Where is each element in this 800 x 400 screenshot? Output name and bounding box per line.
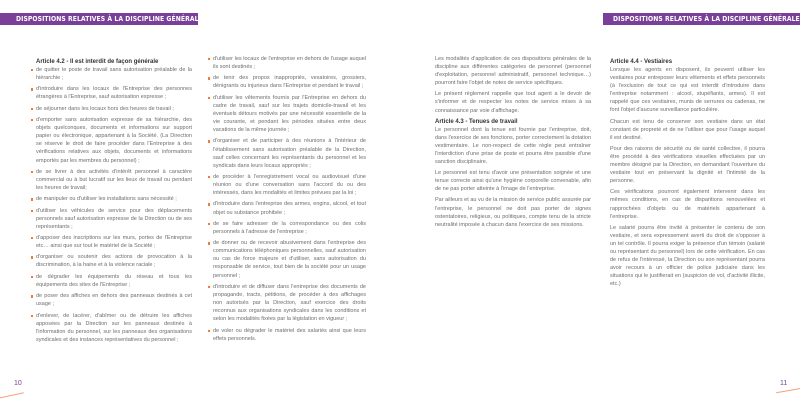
list-item: d'utiliser les véhicules de service pour des déplacements personnels sauf autorisation expresse de la Direction ou de ses représentants ;: [36, 207, 192, 230]
list-item: d'organiser et de participer à des réunions à l'intérieur de l'établissement sans autorisation préalable de la Direction, sauf celles concernant les représentants du personnel et les syndicats dans leurs locaux appropriés ;: [213, 138, 366, 169]
list-item: d'introduire dans les locaux de l'Entreprise des personnes étrangères à l'Entreprise, sauf autorisation expresse ;: [36, 86, 192, 101]
column-3: [435, 55, 591, 232]
list-item: d'enlever, de lacérer, d'abîmer ou de détruire les affiches apposées par la Direction sur les panneaux destinés à l'information du personnel, sur les panneaux des organisations syndicales et des instances représentatives du personnel ;: [36, 312, 192, 343]
list-item: de dégrader les équipements du réseau et tous les équipements des sites de l'Entreprise ;: [36, 273, 192, 288]
paragraph: Les modalités d'application de ces dispositions générales de la discipline aux différentes catégories de personnel (personnel d'exploitation, personnel administratif, personnel technique…) pourront faire l'objet de notes de service spécifiques.: [435, 56, 591, 87]
prohibitions-list-part-2: [213, 55, 366, 343]
article-4-4-title: Article 4.4 - Vestiaires: [610, 59, 673, 65]
article-4-3-title: Article 4.3 - Tenues de travail: [435, 118, 518, 125]
column-4: [610, 58, 765, 291]
list-item: d'organiser ou soutenir des actions de provocation à la discrimination, à la haine et à la violence raciale ;: [36, 254, 192, 269]
page-number-left: 10: [14, 380, 22, 387]
list-item: de tenir des propos inappropriés, vexatoires, grossiers, dénigrants ou injurieux dans l'Entreprise et pendant le travail ;: [213, 75, 366, 90]
list-item: de se livrer à des activités d'intérêt personnel à caractère commercial ou à but lucratif sur les lieux de travail ou pendant les heures de travail;: [36, 168, 192, 191]
paragraph: Le personnel est tenu d'avoir une présentation soignée et une tenue correcte ainsi qu'une hygiène corporelle convenable, afin de ne pas porter atteinte à l'image de l'entreprise.: [435, 170, 591, 193]
decorative-line-left: [0, 392, 24, 398]
list-item: de donner ou de recevoir abusivement dans l'entreprise des communications téléphoniques personnelles, sauf autorisation ou cas de force majeure et d'utiliser, sans autorisation du responsable de service, tout bien de la société pour un usage personnel ;: [213, 240, 366, 279]
paragraph: Pour des raisons de sécurité ou de santé collective, il pourra être procédé à des vérifications visuelles effectuées par un membre désigné par la Direction, en demandant l'ouverture du vestiaire tout en préservant la dignité et l'intimité de la personne.: [610, 145, 765, 185]
list-item: d'utiliser les vêtements fournis par l'Entreprise en dehors du cadre de travail, sauf sur les trajets domicile-travail et les éventuels détours motivés par une nécessité essentielle de la vie courante, et pendant les périodes situées entre deux vacations de la même journée ;: [213, 94, 366, 134]
decorative-line-right: [776, 388, 800, 393]
column-2: [213, 55, 366, 346]
list-item: de séjourner dans les locaux hors des heures de travail ;: [36, 105, 192, 113]
paragraph: Ces vérifications pourront également intervenir dans les mêmes conditions, en cas de disparitions renouvelées et rapprochées d'objets ou de matériels appartenant à l'entreprise.: [610, 189, 765, 220]
list-item: de quitter le poste de travail sans autorisation préalable de la hiérarchie ;: [36, 67, 192, 82]
list-item: de voler ou dégrader le matériel des salariés ainsi que leurs effets personnels.: [213, 327, 366, 342]
paragraph: Par ailleurs et au vu de la mission de service public assurée par l'entreprise, le personnel ne doit pas porter de signes ostentatoires, religieux, ou politiques, compte tenu de la stricte neutralité imposée à chacun dans l'exercice de ses missions.: [435, 197, 591, 228]
paragraph: Chacun est tenu de conserver son vestiaire dans un état constant de propreté et de ne l'utiliser que pour l'usage auquel il est destiné.: [610, 118, 765, 141]
list-item: de manipuler ou d'utiliser les installations sans nécessité ;: [36, 195, 192, 203]
page-number-right: 11: [780, 380, 788, 387]
article-4-2-title: Article 4.2 - Il est interdit de façon générale: [36, 59, 159, 65]
paragraph: Le salarié pourra être invité à présenter le contenu de son vestiaire, et sera expressement averti du droit de s'opposer à un tel contrôle. Il pourra exiger la présence d'un témoin (salarié ou représentant du personnel) lors de cette vérification. En cas de refus de l'intéressé, la Direction ou son représentant pourra avoir recours à un officier de police judiciaire dans les situations qui le justifierait en (suspicion de vol, d'activité illicite, etc.): [610, 224, 765, 288]
section-header-left: DISPOSITIONS RELATIVES À LA DISCIPLINE GÉNÉRALE: [0, 13, 198, 25]
paragraph: Le personnel dont la tenue est fournie par l'entreprise, doit, dans l'exercice de ses fonctions, porter correctement la dotation vestimentaire. Le non-respect de cette règle peut entraîner l'interdiction d'une prise de poste et pourra être passible d'une sanction disciplinaire.: [435, 126, 591, 166]
list-item: d'apposer des inscriptions sur les murs, portes de l'Entreprise etc… ainsi que sur tout le matériel de la Société ;: [36, 235, 192, 250]
section-header-right: DISPOSITIONS RELATIVES À LA DISCIPLINE GÉNÉRALE: [603, 13, 800, 25]
list-item: d'emporter sans autorisation expresse de sa hiérarchie, des objets quelconques, documents et informations sur support papier ou électronique, appartenant à la Société. (La Direction se réserve le droit de faire procéder dans l'Entreprise à des vérifications relatives aux objets, documents et informations emportés par les membres du personnel) ;: [36, 117, 192, 164]
list-item: de se faire adresser de la correspondance ou des colis personnels à l'adresse de l'entreprise ;: [213, 220, 366, 235]
list-item: d'introduire et de diffuser dans l'entreprise des documents de propagande, tracts, pétitions, de procéder à des affichages non autorisés par la Direction, sauf exercice des droits reconnus aux organisations syndicales dans les conditions et selon les modalités fixées par la législation en vigueur ;: [213, 283, 366, 323]
paragraph: Le présent règlement rappelle que tout agent a le devoir de s'informer et de respecter les notes de service mises à sa connaissance par voie d'affichage.: [435, 91, 591, 114]
prohibitions-list-part-1: [36, 66, 192, 344]
list-item: de procéder à l'enregistrement vocal ou audiovisuel d'une réunion ou d'une conversation sans l'accord du ou des intéressés, dans les modalités et limites prévues par la loi ;: [213, 173, 366, 197]
column-1: [36, 58, 192, 347]
list-item: d'introduire dans l'entreprise des armes, engins, alcool, et tout objet ou substance prohibée ;: [213, 201, 366, 216]
list-item: de poser des affiches en dehors des panneaux destinés à cet usage ;: [36, 293, 192, 308]
list-item: d'utiliser les locaux de l'entreprise en dehors de l'usage auquel ils sont destinés ;: [213, 56, 366, 71]
paragraph: Lorsque les agents en disposent, ils peuvent utiliser les vestiaires pour entreposer leurs vêtements et effets personnels (à l'exclusion de tout ce qui est interdit d'introduire dans l'entreprise notamment : alcool, stupéfiants, armes). Il est rappelé que ces vestiaires, munis de serrures ou cadenas, ne font l'objet d'aucune surveillance particulière.: [610, 67, 765, 114]
